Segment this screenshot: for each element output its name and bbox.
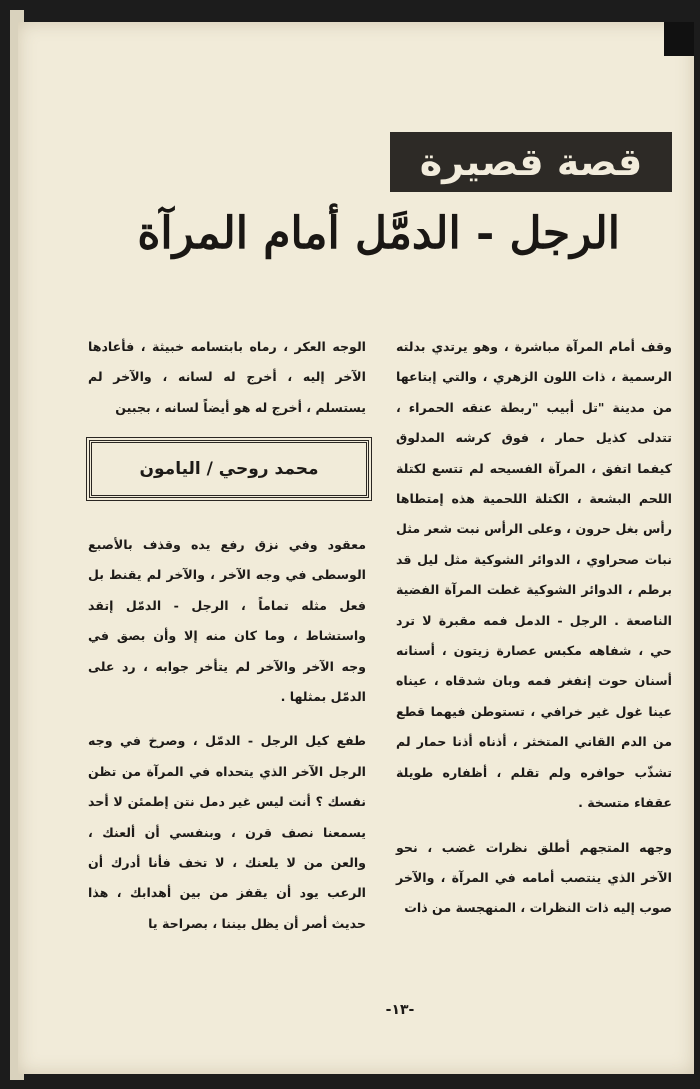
story-title: الرجل - الدمَّل أمام المرآة bbox=[137, 208, 620, 259]
paragraph: وجهه المتجهم أطلق نظرات غضب ، نحو الآخر الذي ينتصب أمامه في المرآة ، والآخر صوب إليه ذات النظرات ، المنهجسة من ذات bbox=[396, 839, 672, 916]
left-column-top bbox=[88, 332, 366, 422]
right-column bbox=[396, 332, 672, 922]
left-column-bottom bbox=[88, 530, 366, 931]
page-number: -١٣- bbox=[385, 1002, 415, 1018]
paragraph: طفع كيل الرجل - الدمّل ، وصرخ في وجه الرجل الآخر الذي يتحداه في المرآة من تظن نفسك ؟ أنت ليس غير دمل نتن إطمئن لا أحد يسمعنا نصف قرن ، وبنفسي أن ألعنك ، والعن من لا يلعنك ، لا تخف فأنا أدرك أن الرعب يود أن يقفز من بين أهدابك ، هذا حديث أصر أن يظل بيننا ، بصراحة يا bbox=[88, 733, 366, 931]
section-label: قصة قصيرة bbox=[390, 132, 672, 192]
author-name: محمد روحي / اليامون bbox=[139, 459, 319, 479]
corner-mark bbox=[664, 22, 694, 56]
paragraph: وقف أمام المرآة مباشرة ، وهو يرتدي بدلته الرسمية ، ذات اللون الزهري ، والتي إبتاعها من مدينة "تل أبيب "ربطة عنقه الحمراء ، تتدلى كذيل حمار ، فوق كرشه المدلوق كيفما اتفق ، المرآة الفسيحه لم تتسع لكتلة اللحم البشعة ، الكتلة اللحمية هذه إمتطاها رأس بغل حرون ، وعلى الرأس نبت شعر مثل نبات صحراوي ، الدوائر الشوكية مثل ليل قد برطم ، الدوائر الشوكية غطت المرآة الفضية الناصعة . الرجل - الدمل فمه مقبرة لا ترد حي ، شفاهه مكبس عصارة زيتون ، أسنانه أسنان حوت إنفغر فمه وبان شدقاه ، عيناه عينا غول غير خرافي ، تستوطن فيهما قطع من الدم القاني المتخثر ، أذناه أذنا حمار لم تشذّب حوافره ولم تقلم ، أظفاره طويلة عقفاء متسخة . bbox=[396, 339, 672, 811]
paragraph: الوجه العكر ، رماه بابتسامه خبيثة ، فأعادها الآخر إليه ، أخرج له لسانه ، والآخر لم يستسلم ، أخرج له هو أيضاً لسانه ، بجبين bbox=[88, 339, 366, 415]
paragraph: معقود وفي نزق رفع يده وقذف بالأصبع الوسطى في وجه الآخر ، والآخر لم يقنط بل فعل مثله تماماً ، الرجل - الدمّل إتقد واستشاط ، وما كان منه إلا وأن بصق في وجه الآخر والآخر لم يتأخر جوابه ، رد على الدمّل بمثلها . bbox=[88, 537, 366, 705]
author-box bbox=[89, 440, 369, 498]
